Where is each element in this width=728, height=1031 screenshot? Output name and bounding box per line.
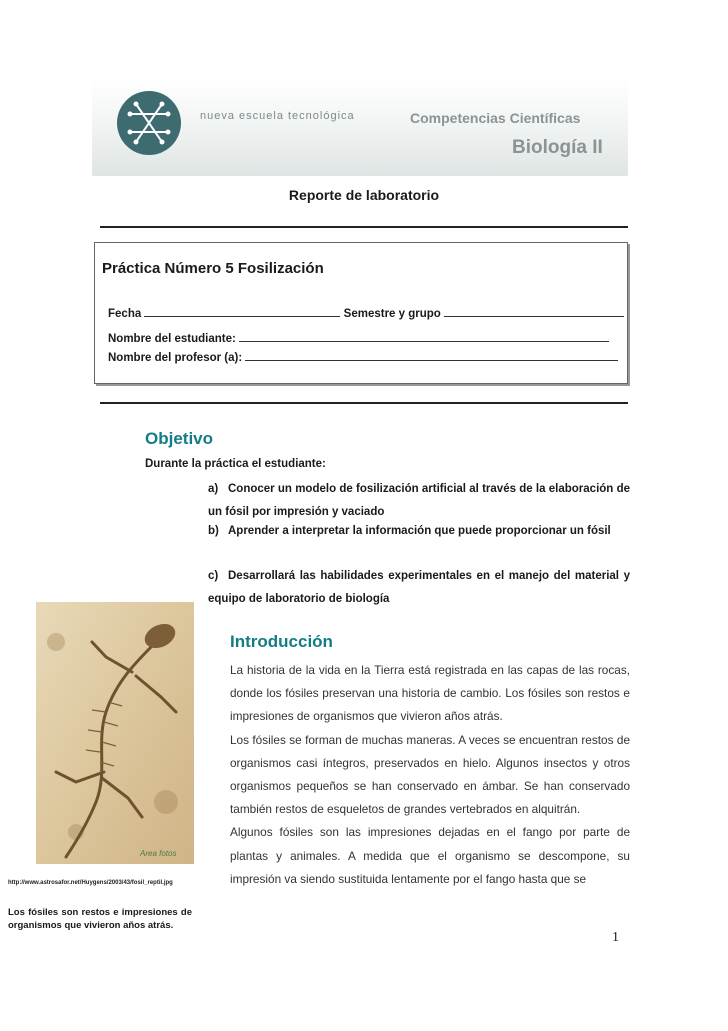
introduction-heading: Introducción: [230, 632, 333, 651]
intro-paragraph: Los fósiles se forman de muchas maneras. A veces se encuentran restos de organismos casi íntegros, preservados en hielo. Algunos insectos y otros organismos pequeños se han conservado en ámbar. Se han conservado también restos de esqueletos de grandes vertebrados en alquitrán.: [230, 732, 630, 817]
intro-paragraph: Algunos fósiles son las impresiones dejadas en el fango por parte de plantas y animales. A medida que el organismo se descompone, su impresión va siendo sustituida lentamente por el fango hasta que se: [230, 825, 630, 886]
objective-heading: Objetivo: [145, 429, 214, 448]
objective-item-text: Desarrollará las habilidades experimentales en el manejo del material y equipo de laboratorio de biología: [208, 570, 630, 605]
photo-source-url: http://www.astrosafor.net/Huygens/2003/43/fosil_reptil.jpg: [8, 880, 173, 886]
teacher-name-field[interactable]: [245, 350, 618, 361]
teacher-label: Nombre del profesor (a):: [108, 352, 243, 364]
introduction-body: [230, 659, 630, 891]
objective-item: [208, 520, 630, 543]
bottom-divider: [100, 402, 628, 404]
semester-group-field[interactable]: [444, 306, 624, 317]
date-label: Fecha: [108, 308, 142, 320]
objective-item-label: c): [208, 570, 219, 582]
intro-paragraph: La historia de la vida en la Tierra está registrada en las capas de las rocas, donde los fósiles preservan una historia de cambio. Los fósiles son restos e impresiones de organismos que vivieron años atrás.: [230, 663, 630, 724]
date-semester-row: [108, 306, 624, 320]
subject-area: Competencias Científicas: [410, 110, 581, 126]
student-name-row: [108, 331, 609, 345]
report-title-text: Reporte de laboratorio: [288, 187, 440, 203]
objective-item: [208, 565, 630, 611]
student-label: Nombre del estudiante:: [108, 333, 236, 345]
objective-item-label: b): [208, 525, 219, 537]
objective-item-text: Aprender a interpretar la información que puede proporcionar un fósil: [228, 525, 611, 537]
objective-item: [208, 478, 630, 524]
network-nodes-logo-icon: [116, 90, 182, 156]
objective-item-label: a): [208, 483, 219, 495]
top-divider: [100, 226, 628, 228]
teacher-name-row: [108, 350, 618, 364]
photo-watermark: Area fotos: [140, 849, 177, 858]
report-title: [0, 187, 728, 203]
course-title: Biología II: [512, 137, 603, 158]
page-number: 1: [612, 930, 619, 945]
objective-intro: Durante la práctica el estudiante:: [145, 458, 326, 470]
school-name: nueva escuela tecnológica: [200, 110, 355, 122]
practice-title: Práctica Número 5 Fosilización: [102, 260, 324, 277]
fossil-reptile-photo: [36, 602, 194, 864]
semester-label: Semestre y grupo: [343, 308, 441, 320]
photo-caption: Los fósiles son restos e impresiones de organismos que vivieron años atrás.: [8, 907, 192, 931]
date-field[interactable]: [144, 306, 340, 317]
student-name-field[interactable]: [239, 331, 609, 342]
objective-item-text: Conocer un modelo de fosilización artificial al través de la elaboración de un fósil por impresión y vaciado: [208, 483, 630, 518]
